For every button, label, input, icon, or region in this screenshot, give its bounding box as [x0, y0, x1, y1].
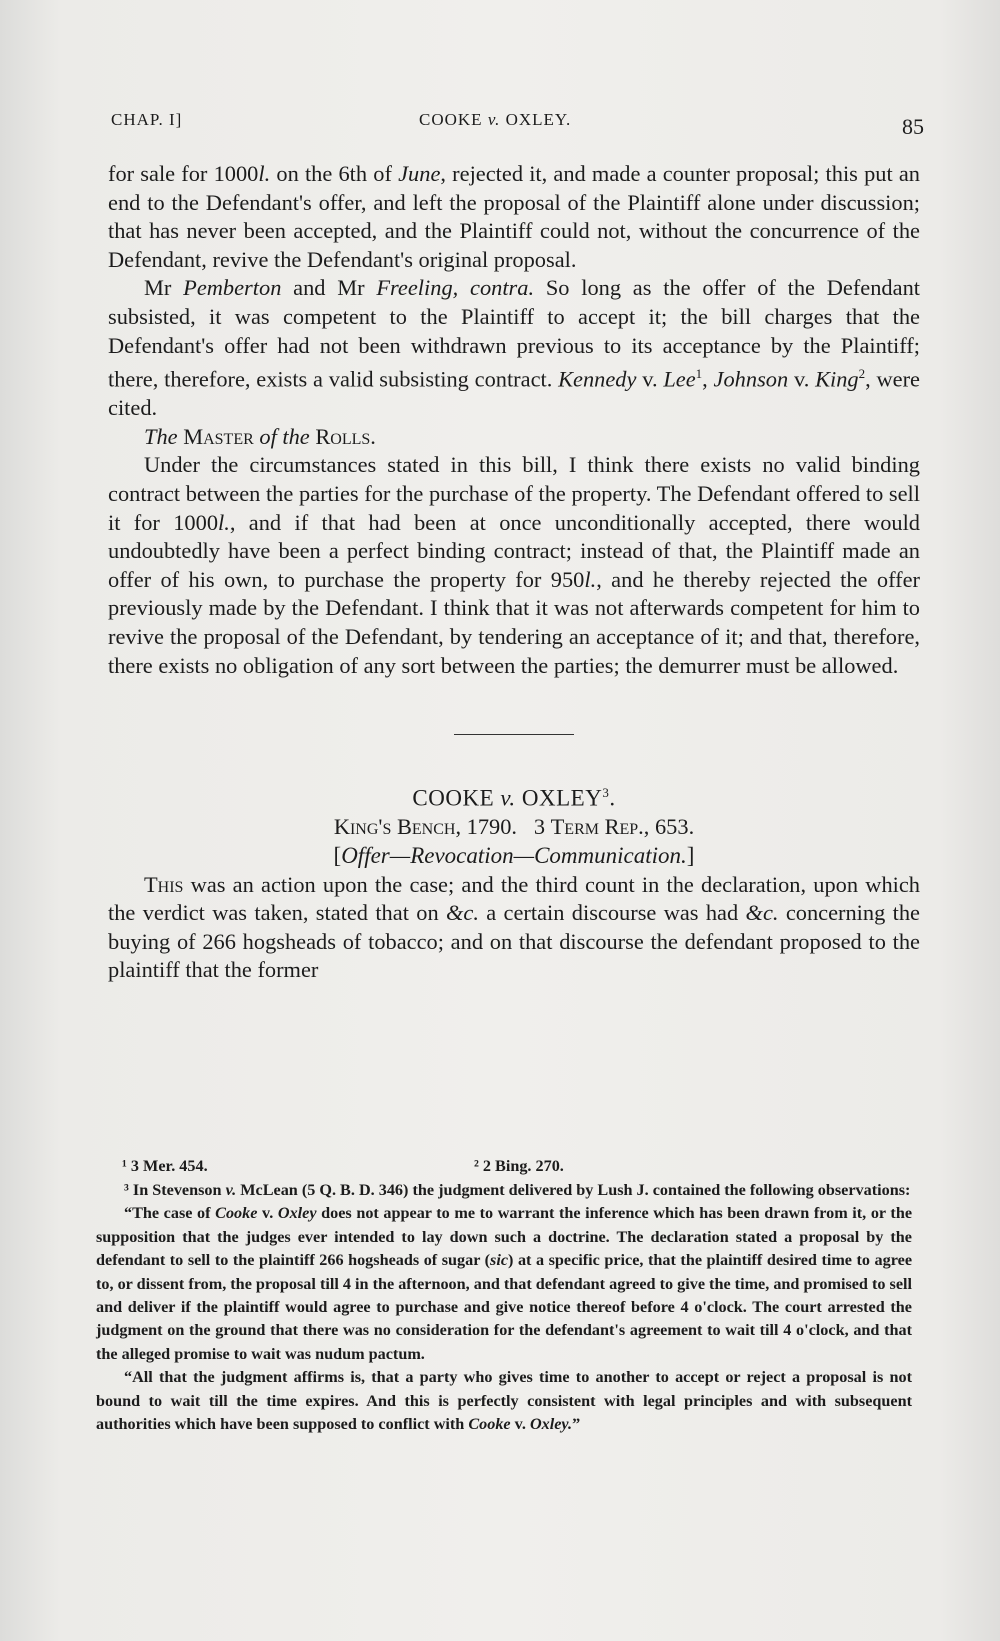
case-title: COOKE v. OXLEY$^3$.: [412, 785, 616, 811]
footnote-1: ¹ 3 Mer. 454.: [122, 1157, 208, 1175]
footnotes: [96, 1155, 912, 1436]
chapter-label: CHAP. I]: [111, 110, 183, 129]
paragraph-counsel: Mr Pemberton and Mr Freeling, contra. So long as the offer of the Defendant subsisted, it was competent to the Plaintiff to accept it; the bill charges that the Defendant's offer had not been withdrawn previous to its acceptance by the Plaintiff; there, therefore, exists a valid subsisting contract. Kennedy v. Lee$^1$, Johnson v. King$^2$, were cited.: [108, 275, 920, 421]
running-title: COOKE v. OXLEY.: [419, 110, 572, 129]
case-subject: [Offer—Revocation—Communication.]: [333, 843, 695, 868]
paragraph-continuation: for sale for 1000l. on the 6th of June, rejected it, and made a counter proposal; this put an end to the Defendant's offer, and left the proposal of the Plaintiff alone under discussion; that has never been accepted, and the Plaintiff could not, without the concurrence of the Defendant, revive the Defendant's original proposal.: [108, 161, 921, 272]
footnote-quote-2: “All that the judgment affirms is, that a party who gives time to another to accept or reject a proposal is not bound to wait till the time expires. And this is perfectly consistent with legal principles and with subsequent authorities which have been supposed to conflict with Cooke v. Oxley.”: [96, 1368, 912, 1434]
page-number: 85: [902, 114, 924, 139]
footnote-2: ² 2 Bing. 270.: [474, 1157, 564, 1175]
footnote-3: ³ In Stevenson v. McLean (5 Q. B. D. 346) the judgment delivered by Lush J. contained the following observations:: [124, 1181, 911, 1199]
paragraph-case-facts: This was an action upon the case; and the third count in the declaration, upon which the verdict was taken, stated that on &c. a certain discourse was had &c. concerning the buying of 266 hogsheads of tobacco; and on that discourse the defendant proposed to the plaintiff that the former: [108, 871, 920, 983]
judge-heading: The Master of the Rolls.: [144, 423, 376, 449]
footnote-quote-1: “The case of Cooke v. Oxley does not appear to me to warrant the inference which has been drawn from it, or the supposition that the judges ever intended to lay down such a doctrine. The declaration stated a proposal by the defendant to sell to the plaintiff 266 hogsheads of sugar (sic) at a specific price, that the plaintiff desired time to agree to, or dissent from, the proposal till 4 in the afternoon, and that defendant agreed to give the time, and promised to sell and deliver if the plaintiff would agree to purchase and give notice thereof before 4 o'clock. The court arrested the judgment on the ground that there was no consideration for the defendant's agreement to wait till 4 o'clock, and that the alleged promise to wait was nudum pactum.: [96, 1204, 913, 1363]
case-citation: King's Bench, 1790. 3 Term Rep., 653.: [333, 814, 695, 840]
main-text: [108, 160, 920, 985]
running-header: [111, 104, 924, 138]
footnote-row: [96, 1155, 912, 1179]
paragraph-judgment: Under the circumstances stated in this bill, I think there exists no valid binding contract between the parties for the purchase of the property. The Defendant offered to sell it for 1000l., and if that had been at once unconditionally accepted, there would undoubtedly have been a perfect binding contract; instead of that, the Plaintiff made an offer of his own, to purchase the property for 950l., and he thereby rejected the offer previously made by the Defendant. I think that it was not afterwards competent for him to revive the proposal of the Defendant, by tendering an acceptance of it; and that, therefore, there exists no obligation of any sort between the parties; the demurrer must be allowed.: [108, 452, 920, 678]
section-divider: [454, 734, 574, 735]
